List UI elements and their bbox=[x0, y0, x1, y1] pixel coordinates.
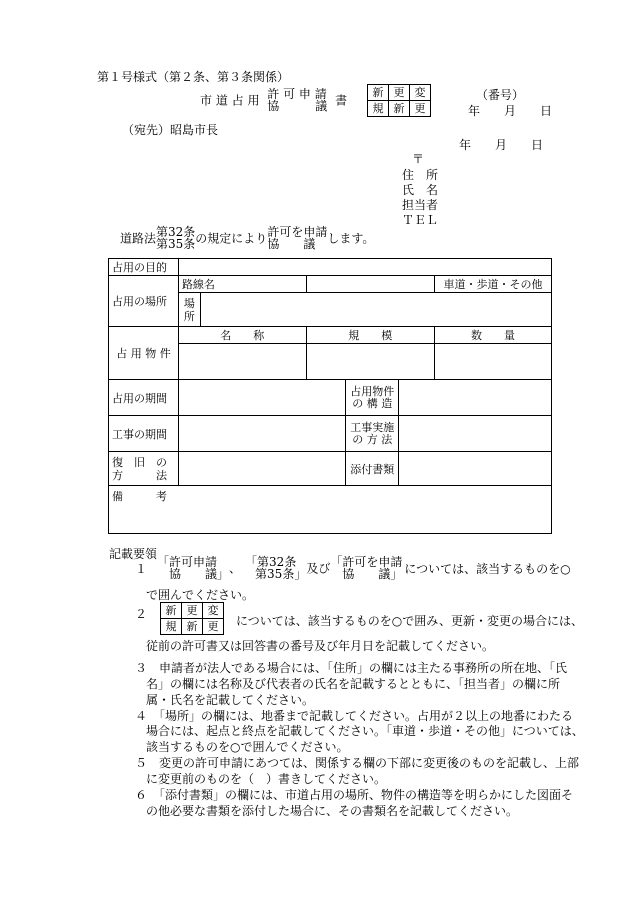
structure-label bbox=[346, 380, 399, 416]
status-cell: 新 bbox=[161, 603, 182, 619]
address-label: 住 所 bbox=[402, 168, 439, 182]
structure-label-bottom: の 構 造 bbox=[352, 396, 393, 410]
col-name: 名 称 bbox=[178, 327, 306, 344]
article-upper: 第32条 bbox=[156, 225, 196, 239]
note-2-status-box bbox=[160, 602, 224, 635]
route-field[interactable] bbox=[306, 276, 435, 293]
structure-field[interactable] bbox=[399, 380, 552, 416]
note-1-line-2: で囲んでください。 bbox=[146, 588, 255, 602]
method-label-bottom: の 方 法 bbox=[352, 432, 393, 446]
restore-field[interactable] bbox=[178, 452, 345, 486]
status-cell: 更 bbox=[182, 603, 203, 619]
status-cell: 更 bbox=[410, 101, 431, 117]
object-quantity-field[interactable] bbox=[435, 344, 552, 380]
location-label-top: 場 bbox=[183, 296, 195, 310]
statement-suffix: します。 bbox=[327, 231, 375, 246]
note-5-line-1: ５ 変更の許可申請にあつては、関係する欄の下部に変更後のものを記載し、上部 bbox=[135, 756, 580, 770]
purpose-field[interactable] bbox=[178, 259, 551, 276]
note-1-sep: 、 bbox=[229, 561, 242, 576]
article-stack bbox=[156, 226, 195, 250]
status-cell: 新 bbox=[368, 85, 389, 101]
note-1-q3-upper: 「許可を申請 bbox=[330, 555, 403, 569]
status-cell: 新 bbox=[182, 619, 203, 635]
note-4-line-3: 該当するものを○で囲んでください。 bbox=[146, 740, 349, 754]
name-label: 氏 名 bbox=[402, 183, 439, 197]
note-5-line-2: に変更前のものを（ ）書きしてください。 bbox=[146, 772, 387, 786]
note-1-q1-upper: 「許可申請 bbox=[157, 555, 218, 569]
title-prefix: 市 道 占 用 bbox=[200, 93, 260, 108]
document-title bbox=[200, 88, 347, 112]
note-4-line-2: 場合には、起点と終点を記載してください。「車道・歩道・その他」については、 bbox=[146, 724, 584, 738]
number-date: 年 月 日 bbox=[468, 104, 553, 118]
note-2-text: については、該当するものを○で囲み、更新・変更の場合には、 bbox=[236, 614, 583, 628]
structure-label-top: 占用物件 bbox=[350, 384, 395, 398]
restore-label bbox=[109, 452, 179, 486]
title-lower: 協 議 bbox=[267, 99, 328, 113]
application-date: 年 月 日 bbox=[459, 138, 544, 152]
status-cell: 規 bbox=[368, 101, 389, 117]
addressee: （宛先）昭島市長 bbox=[122, 123, 219, 137]
number-label: （番号） bbox=[476, 88, 525, 102]
note-1-q1 bbox=[157, 556, 229, 580]
note-3-line-3: 属・氏名を記載してください。 bbox=[146, 693, 315, 707]
col-scale: 規 模 bbox=[306, 327, 435, 344]
statement bbox=[120, 226, 374, 250]
method-field[interactable] bbox=[399, 416, 552, 452]
attachments-label: 添付書類 bbox=[346, 452, 399, 486]
status-cell: 更 bbox=[389, 85, 410, 101]
purpose-label: 占用の目的 bbox=[109, 259, 179, 276]
form-number: 第１号様式（第２条、第３条関係） bbox=[97, 70, 290, 84]
note-6-line-1: ６ 「添付書類」の欄には、市道占用の場所、物件の構造等を明らかにした図面そ bbox=[135, 788, 574, 802]
note-1-q1-lower: 協 議」 bbox=[169, 567, 230, 581]
road-type[interactable]: 車道・歩道・その他 bbox=[435, 276, 552, 293]
note-3-line-2: 名」の欄には名称及び代表者の氏名を記載するとともに、「担当者」の欄に所 bbox=[146, 677, 561, 691]
status-cell: 更 bbox=[203, 619, 224, 635]
location-field[interactable] bbox=[200, 293, 551, 327]
note-2-line-2: 従前の許可書又は回答書の番号及び年月日を記載してください。 bbox=[146, 639, 495, 653]
place-label: 占用の場所 bbox=[109, 276, 179, 327]
note-1-q2-lower: 第35条」 bbox=[255, 567, 307, 581]
contact-label: 担当者 bbox=[402, 198, 439, 212]
tel-label: ＴＥＬ bbox=[402, 213, 439, 227]
route-label: 路線名 bbox=[181, 278, 215, 291]
restore-label-top: 復 旧 の bbox=[112, 455, 167, 469]
method-label bbox=[346, 416, 399, 452]
postal-mark: 〒 bbox=[412, 152, 425, 166]
construction-period-field[interactable] bbox=[178, 416, 345, 452]
attachments-field[interactable] bbox=[399, 452, 552, 486]
note-1-and: 及び bbox=[306, 561, 331, 576]
note-1 bbox=[135, 556, 571, 580]
status-cell: 変 bbox=[203, 603, 224, 619]
statement-law: 道路法 bbox=[120, 231, 157, 246]
action-upper: 許可を申請 bbox=[267, 225, 328, 239]
title-upper: 許 可 申 請 bbox=[267, 87, 327, 101]
note-3-line-1: ３ 申請者が法人である場合には、「住所」の欄には主たる事務所の所在地、「氏 bbox=[135, 661, 568, 675]
status-box bbox=[367, 84, 431, 117]
note-1-q3 bbox=[330, 556, 402, 580]
route-cell bbox=[178, 276, 306, 293]
action-lower: 協 議 bbox=[267, 237, 316, 251]
statement-middle: の規定により bbox=[195, 231, 268, 246]
note-4-line-1: ４ 「場所」の欄には、地番まで記載してください。占用が２以上の地番にわたる bbox=[135, 709, 574, 723]
method-label-top: 工事実施 bbox=[350, 420, 395, 434]
object-label: 占 用 物 件 bbox=[109, 327, 179, 380]
object-name-field[interactable] bbox=[178, 344, 306, 380]
location-label-bottom: 所 bbox=[183, 309, 195, 323]
remarks-cell[interactable] bbox=[109, 486, 552, 534]
note-2-number: ２ bbox=[135, 607, 148, 621]
period-field[interactable] bbox=[178, 380, 345, 416]
status-cell: 新 bbox=[389, 101, 410, 117]
col-quantity: 数 量 bbox=[435, 327, 552, 344]
action-stack bbox=[267, 226, 327, 250]
note-6-line-2: の他必要な書類を添付した場合に、その書類名を記載してください。 bbox=[146, 804, 519, 818]
period-label: 占用の期間 bbox=[109, 380, 179, 416]
status-cell: 規 bbox=[161, 619, 182, 635]
status-cell: 変 bbox=[410, 85, 431, 101]
remarks-label: 備 考 bbox=[112, 490, 167, 503]
title-suffix: 書 bbox=[335, 93, 348, 108]
article-lower: 第35条 bbox=[156, 237, 196, 251]
location-label bbox=[178, 293, 200, 327]
construction-period-label: 工事の期間 bbox=[109, 416, 179, 452]
notes-title: 記載要領 bbox=[109, 547, 158, 561]
note-1-q3-lower: 協 議」 bbox=[342, 567, 403, 581]
note-1-q2-upper: 「第32条 bbox=[245, 555, 297, 569]
note-1-q2 bbox=[245, 556, 306, 580]
note-1-rest: については、該当するものを○ bbox=[404, 561, 571, 576]
object-scale-field[interactable] bbox=[306, 344, 435, 380]
restore-label-bottom: 方 法 bbox=[112, 468, 167, 482]
note-1-number: １ bbox=[135, 561, 148, 576]
title-action-stack bbox=[267, 88, 327, 112]
occupancy-form-table bbox=[108, 258, 552, 534]
